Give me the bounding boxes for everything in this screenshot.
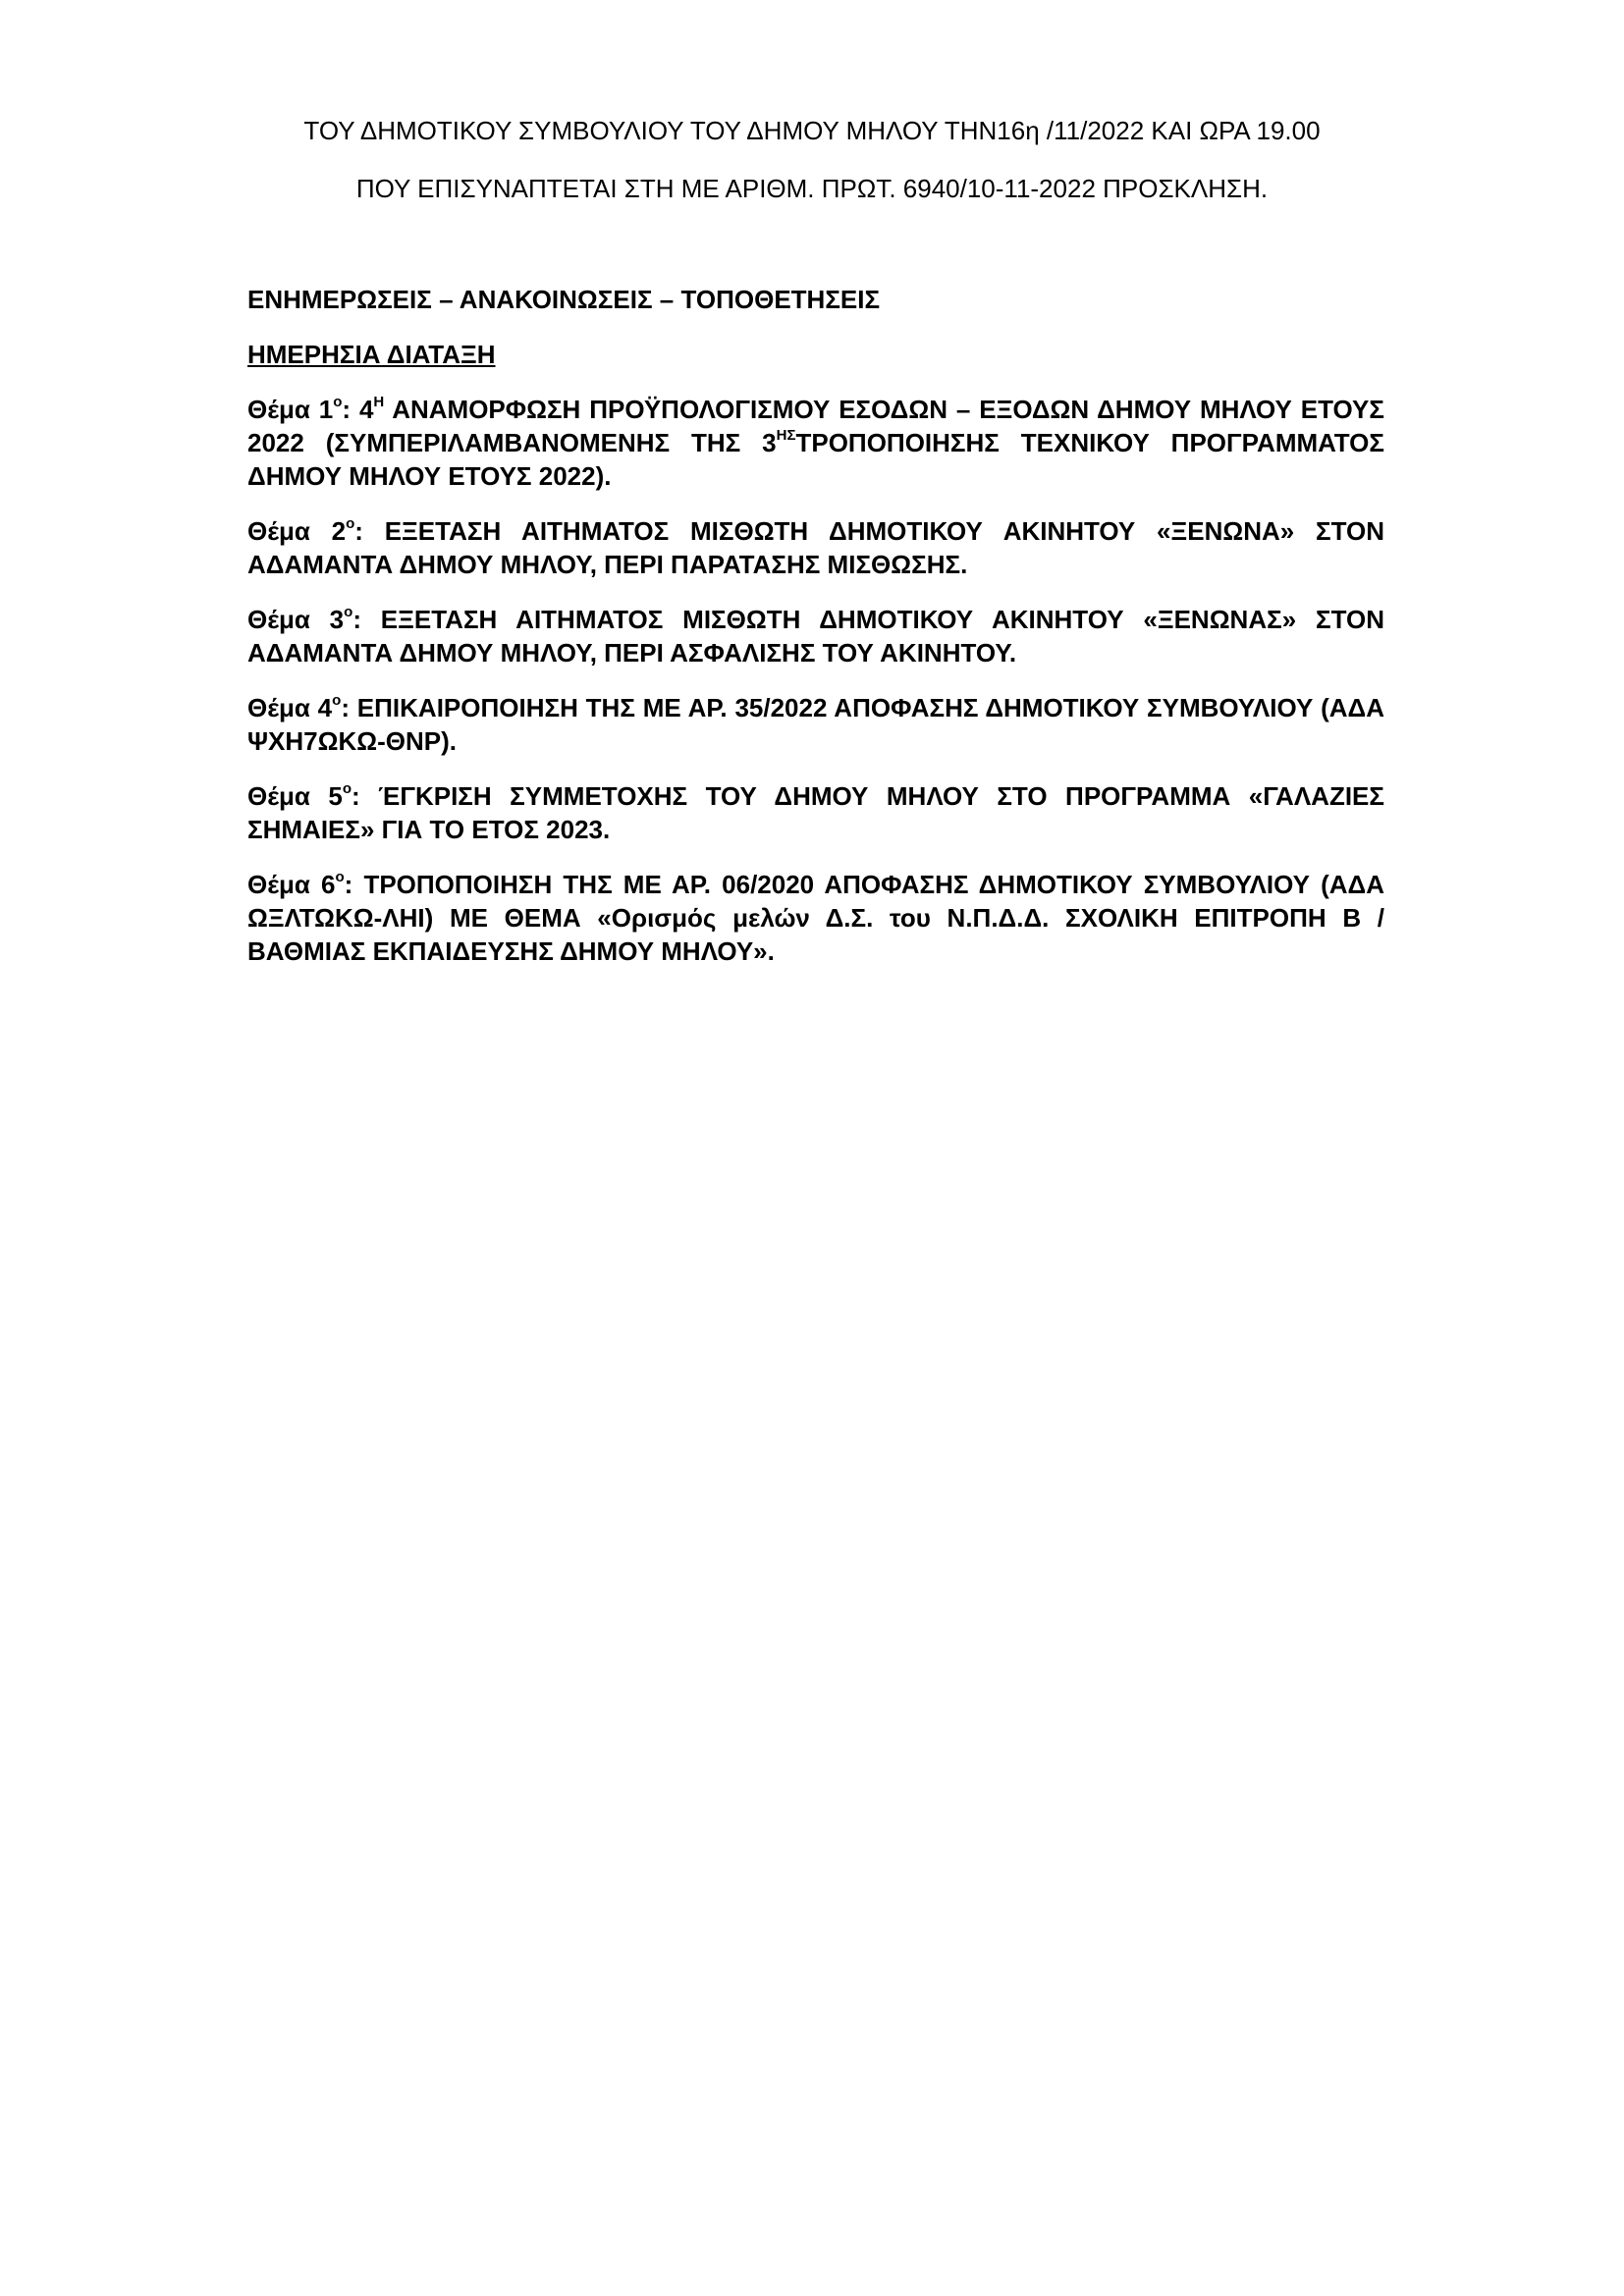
agenda-item-3 <box>247 603 1384 669</box>
item-separator: : <box>352 605 381 634</box>
item-label: Θέμα 1 <box>247 395 334 424</box>
item-separator: : <box>344 870 364 899</box>
item-ordinal: ο <box>342 780 352 798</box>
item-label: Θέμα 2 <box>247 516 347 546</box>
item-ordinal: ο <box>333 394 343 411</box>
item-text-part: ΤΡΟΠΟΠΟΙΗΣΗΣ ΤΕΧΝΙΚΟΥ ΠΡΟΓΡΑΜΜΑΤΟΣ ΔΗΜΟΥ ΜΗΛΟΥ ΕΤΟΥΣ 2022). <box>247 428 1384 491</box>
item-label: Θέμα 5 <box>247 781 343 811</box>
item-label: Θέμα 6 <box>247 870 336 899</box>
item-text-part: ΑΝΑΜΟΡΦΩΣΗ ΠΡΟΫΠΟΛΟΓΙΣΜΟΥ ΕΣΟΔΩΝ – ΕΞΟΔΩΝ ΔΗΜΟΥ ΜΗΛΟΥ ΕΤΟΥΣ 2022 (ΣΥΜΠΕΡΙΛΑΜΒΑΝΟΜΕΝΗΣ ΤΗΣ 3 <box>247 395 1384 457</box>
section-title: ΕΝΗΜΕΡΩΣΕΙΣ – ΑΝΑΚΟΙΝΩΣΕΙΣ – ΤΟΠΟΘΕΤΗΣΕΙΣ <box>247 285 881 314</box>
item-text-part: 4 <box>358 395 374 424</box>
item-separator: : <box>342 395 359 424</box>
agenda-item-4 <box>247 691 1384 758</box>
agenda-item-6 <box>247 868 1384 968</box>
item-separator: : <box>341 693 357 722</box>
item-ordinal: ο <box>346 515 355 533</box>
item-text: ΕΠΙΚΑΙΡΟΠΟΙΗΣΗ ΤΗΣ ΜΕ ΑΡ. 35/2022 ΑΠΟΦΑΣΗΣ ΔΗΜΟΤΙΚΟΥ ΣΥΜΒΟΥΛΙΟΥ (ΑΔΑ ΨΧΗ7ΩΚΩ-ΘΝΡ). <box>247 693 1385 756</box>
header-line-2: ΠΟΥ ΕΠΙΣΥΝΑΠΤΕΤΑΙ ΣΤΗ ΜΕ ΑΡΙΘΜ. ΠΡΩΤ. 6940/10-11-2022 ΠΡΟΣΚΛΗΣΗ. <box>355 174 1269 203</box>
item-separator: : <box>354 516 385 546</box>
agenda-item-2 <box>247 514 1384 581</box>
item-superscript: Η <box>373 394 385 411</box>
document-body <box>247 283 1384 989</box>
item-ordinal: ο <box>332 692 342 710</box>
item-text: ΕΞΕΤΑΣΗ ΑΙΤΗΜΑΤΟΣ ΜΙΣΘΩΤΗ ΔΗΜΟΤΙΚΟΥ ΑΚΙΝΗΤΟΥ «ΞΕΝΩΝΑΣ» ΣΤΟΝ ΑΔΑΜΑΝΤΑ ΔΗΜΟΥ ΜΗΛΟΥ, ΠΕΡΙ ΑΣΦΑΛΙΣΗΣ ΤΟΥ ΑΚΙΝΗΤΟΥ. <box>247 605 1384 667</box>
item-separator: : <box>351 781 379 811</box>
item-label: Θέμα 3 <box>247 605 345 634</box>
item-superscript: ΗΣ <box>776 427 796 445</box>
agenda-title: ΗΜΕΡΗΣΙΑ ΔΙΑΤΑΞΗ <box>247 340 496 369</box>
header-line-1: ΤΟΥ ΔΗΜΟΤΙΚΟΥ ΣΥΜΒΟΥΛΙΟΥ ΤΟΥ ΔΗΜΟΥ ΜΗΛΟΥ ΤΗΝ16η /11/2022 ΚΑΙ ΩΡΑ 19.00 <box>303 116 1321 145</box>
item-text: ΈΓΚΡΙΣΗ ΣΥΜΜΕΤΟΧΗΣ ΤΟΥ ΔΗΜΟΥ ΜΗΛΟΥ ΣΤΟ ΠΡΟΓΡΑΜΜΑ «ΓΑΛΑΖΙΕΣ ΣΗΜΑΙΕΣ» ΓΙΑ ΤΟ ΕΤΟΣ 2023. <box>247 781 1385 844</box>
item-text: ΤΡΟΠΟΠΟΙΗΣΗ ΤΗΣ ΜΕ ΑΡ. 06/2020 ΑΠΟΦΑΣΗΣ ΔΗΜΟΤΙΚΟΥ ΣΥΜΒΟΥΛΙΟΥ (ΑΔΑ ΩΞΛΤΩΚΩ-ΛΗΙ) ΜΕ ΘΕΜΑ «Ορισμός μελών Δ.Σ. του Ν.Π.Δ.Δ. ΣΧΟΛΙΚΗ ΕΠΙΤΡΟΠΗ Β / ΒΑΘΜΙΑΣ ΕΚΠΑΙΔΕΥΣΗΣ ΔΗΜΟΥ ΜΗΛΟΥ». <box>247 870 1384 966</box>
agenda-item-5 <box>247 779 1384 846</box>
item-text: ΕΞΕΤΑΣΗ ΑΙΤΗΜΑΤΟΣ ΜΙΣΘΩΤΗ ΔΗΜΟΤΙΚΟΥ ΑΚΙΝΗΤΟΥ «ΞΕΝΩΝΑ» ΣΤΟΝ ΑΔΑΜΑΝΤΑ ΔΗΜΟΥ ΜΗΛΟΥ, ΠΕΡΙ ΠΑΡΑΤΑΣΗΣ ΜΙΣΘΩΣΗΣ. <box>247 516 1385 579</box>
item-ordinal: ο <box>335 869 345 886</box>
item-ordinal: ο <box>344 604 353 621</box>
agenda-item-1 <box>247 393 1384 493</box>
item-label: Θέμα 4 <box>247 693 333 722</box>
